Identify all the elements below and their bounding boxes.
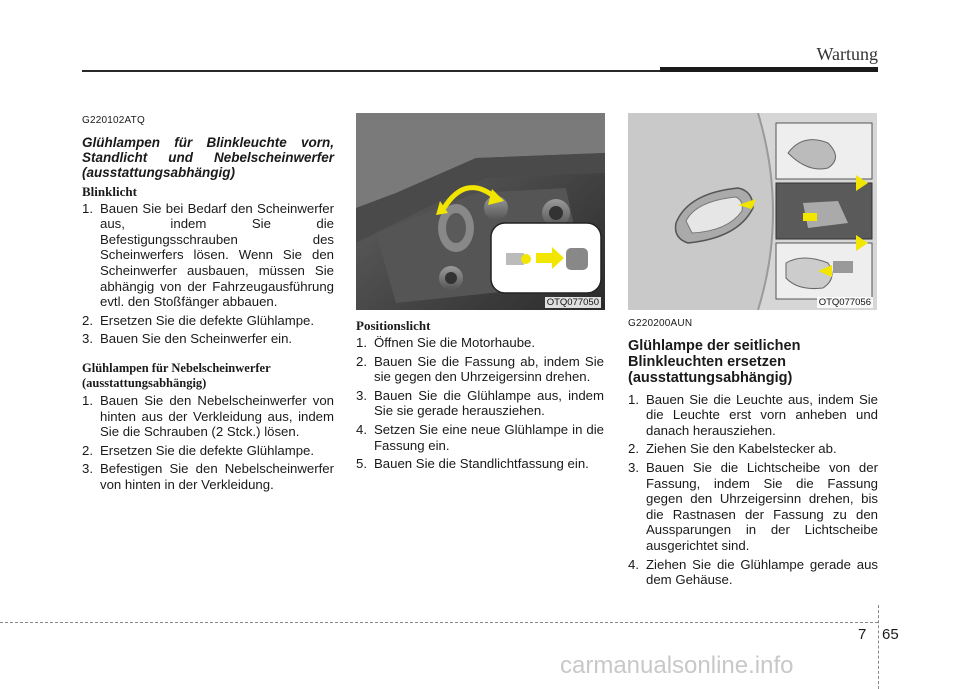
list-item: 2. Ziehen Sie den Kabelstecker ab. [628, 441, 837, 457]
column-2 [356, 316, 604, 475]
list-item: 1. Bauen Sie die Leuchte aus, indem Sie die Leuchte erst vorn anheben und danach herausziehen. [628, 391, 878, 438]
figure-code: OTQ077050 [546, 297, 599, 308]
subheading-positionslicht: Positionslicht [356, 318, 431, 333]
column-1 [82, 113, 334, 496]
list-item: 1. Bauen Sie bei Bedarf den Scheinwerfer aus, indem Sie die Befestigungsschrauben des Scheinwerfers lösen. Wenn Sie den Scheinwerfer ausbauen, müssen Sie abhängig von der Fahrzeugausführung evtl. den Stoßfänger abbauen. [82, 200, 334, 310]
figure-side-indicator [628, 113, 877, 310]
list-item: 4. Setzen Sie eine neue Glühlampe in die Fassung ein. [356, 421, 604, 453]
header-rule [82, 70, 660, 72]
list-item: 3. Bauen Sie die Lichtscheibe von der Fassung, indem Sie die Fassung gegen den Uhrzeigersinn drehen, bis die Rastnasen der Fassung zu den Aussparungen in der Lichtscheibe ausgerichtet sind. [628, 459, 878, 553]
list-item: 3. Bauen Sie die Glühlampe aus, indem Sie sie gerade herausziehen. [356, 387, 604, 419]
subheading-nebelscheinwerfer: Glühlampen für Nebelscheinwerfer (ausstattungsabhängig) [82, 360, 271, 390]
list-item: 1. Öffnen Sie die Motorhaube. [356, 335, 536, 350]
page-number: 65 [882, 626, 899, 643]
steps-list-seitenblinker [628, 392, 878, 588]
figure-code: OTQ077056 [818, 297, 871, 308]
list-item: 1. Bauen Sie den Nebelscheinwerfer von hinten aus der Verkleidung aus, indem Sie die Schrauben (2 Stck.) lösen. [82, 392, 334, 440]
list-item: 2. Ersetzen Sie die defekte Glühlampe. [82, 442, 315, 458]
steps-list-blinklicht [82, 201, 334, 347]
subheading-blinklicht: Blinklicht [82, 183, 137, 199]
list-item: 4. Ziehen Sie die Glühlampe gerade aus dem Gehäuse. [628, 556, 878, 588]
header-rule-accent [660, 67, 878, 72]
section-heading: Glühlampen für Blinkleuchte vorn, Standlicht und Nebelscheinwerfer (ausstattungsabhängig) [82, 134, 334, 180]
section-code: G220200AUN [628, 318, 693, 329]
arrow-right-icon [536, 253, 552, 263]
footer-rule [0, 622, 878, 623]
list-item: 2. Ersetzen Sie die defekte Glühlampe. [82, 312, 315, 328]
list-item: 2. Bauen Sie die Fassung ab, indem Sie sie gegen den Uhrzeigersinn drehen. [356, 353, 604, 385]
side-indicator-illustration [628, 113, 877, 310]
steps-list-nebelscheinwerfer [82, 393, 334, 493]
watermark: carmanualsonline.info [560, 652, 794, 679]
chapter-number: 7 [858, 626, 867, 643]
section-heading: Glühlampe der seitlichen Blinkleuchten ersetzen (ausstattungsabhängig) [628, 337, 801, 386]
list-item: 5. Bauen Sie die Standlichtfassung ein. [356, 456, 589, 472]
list-item: 3. Befestigen Sie den Nebelscheinwerfer von hinten in der Verkleidung. [82, 461, 334, 492]
section-title: Wartung [816, 44, 878, 64]
footer-divider [878, 605, 879, 689]
steps-list-positionslicht [356, 335, 604, 472]
list-item: 3. Bauen Sie den Scheinwerfer ein. [82, 331, 293, 347]
headlight-illustration [356, 113, 605, 310]
section-code: G220102ATQ [82, 115, 145, 126]
figure-headlight-socket [356, 113, 605, 310]
column-3 [628, 316, 878, 591]
